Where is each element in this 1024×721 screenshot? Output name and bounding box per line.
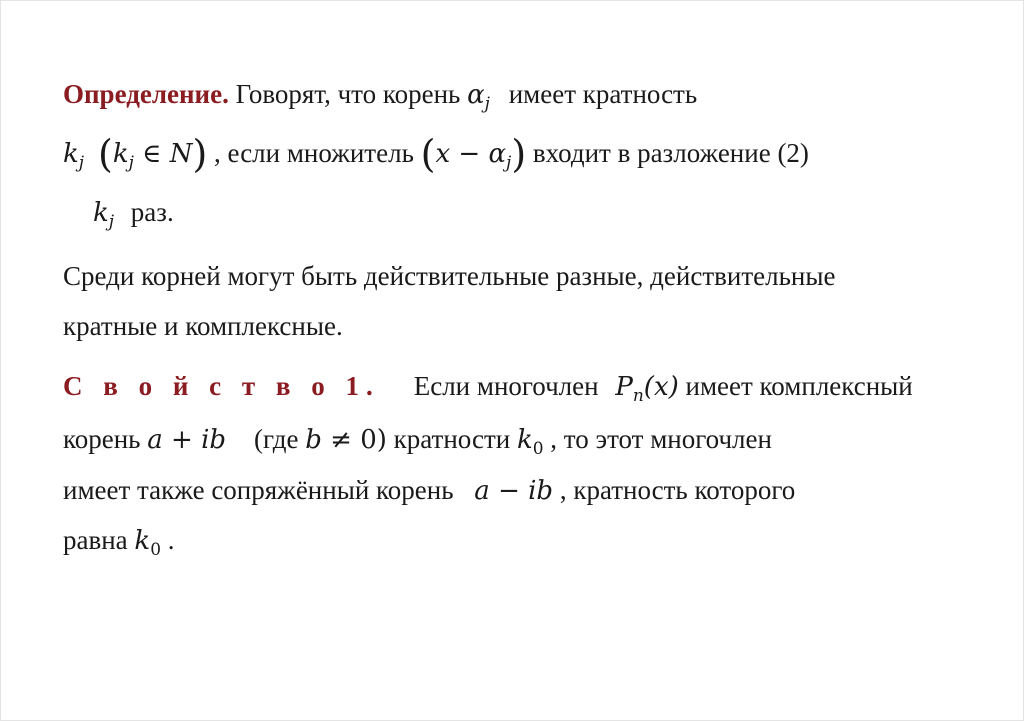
property-line-3 — [63, 477, 795, 504]
math-k: k — [93, 198, 109, 228]
math-alpha: α — [467, 80, 485, 110]
property-text-2: имеет комплексный — [678, 371, 913, 401]
math-sub-j: j — [128, 153, 134, 173]
property-label: С в о й с т в о 1. — [63, 371, 380, 401]
property-text-4: (где — [254, 424, 306, 454]
math-k: k — [112, 139, 129, 169]
math-paren-open: ( — [98, 132, 113, 176]
math-N: N — [169, 139, 193, 169]
property-text-7: имеет также сопряжённый корень — [63, 475, 461, 505]
equation-reference: (2) — [777, 138, 809, 168]
math-x-arg: (x) — [643, 372, 679, 402]
property-text-6: , то этот многочлен — [543, 424, 772, 454]
definition-line-1 — [63, 81, 697, 113]
paragraph-line-2: кратные и комплексные. — [63, 311, 343, 341]
math-paren-close: ) — [511, 132, 527, 176]
definition-label: Определение. — [63, 79, 229, 109]
math-sub-j: j — [506, 153, 512, 173]
math-root-minus: a − ib — [474, 476, 554, 506]
property-text-8: , кратность которого — [553, 475, 796, 505]
math-k: k — [134, 526, 151, 556]
math-k: k — [516, 425, 533, 455]
definition-text-5: раз. — [124, 197, 174, 227]
math-neq-zero: ≠ 0) — [321, 425, 387, 455]
definition-text-1: Говорят, что корень — [228, 79, 468, 109]
math-paren-close: ) — [192, 132, 208, 176]
math-alpha: α — [488, 139, 507, 169]
property-line-1 — [63, 373, 913, 405]
property-text-10: . — [161, 525, 175, 555]
property-line-2 — [63, 426, 772, 458]
math-sub-0: 0 — [532, 439, 544, 459]
paragraph-line-1: Среди корней могут быть действительные разные, действительные — [63, 261, 836, 291]
math-paren-open: ( — [420, 132, 436, 176]
math-minus: − — [450, 139, 489, 169]
definition-text-4: входит в разложение — [526, 138, 778, 168]
property-text-1: Если многочлен — [413, 371, 606, 401]
definition-text-2: имеет кратность — [501, 79, 698, 109]
property-text-3: корень — [63, 424, 148, 454]
math-sub-j: j — [484, 94, 490, 114]
property-text-5: кратности — [386, 424, 517, 454]
property-line-4 — [63, 527, 175, 559]
math-root-plus: a + ib — [147, 425, 227, 455]
math-x: x — [435, 139, 451, 169]
math-P: P — [615, 372, 633, 402]
definition-line-2 — [63, 132, 809, 176]
math-sub-j: j — [78, 153, 85, 173]
definition-text-3: , если множитель — [207, 138, 421, 168]
property-text-9: равна — [63, 525, 135, 555]
math-sub-j: j — [108, 212, 115, 232]
definition-line-3 — [93, 199, 174, 231]
math-k: k — [63, 139, 79, 169]
math-in: ∈ — [133, 139, 170, 169]
math-sub-n: n — [632, 386, 644, 406]
math-sub-0: 0 — [150, 540, 162, 560]
math-b: b — [305, 425, 322, 455]
